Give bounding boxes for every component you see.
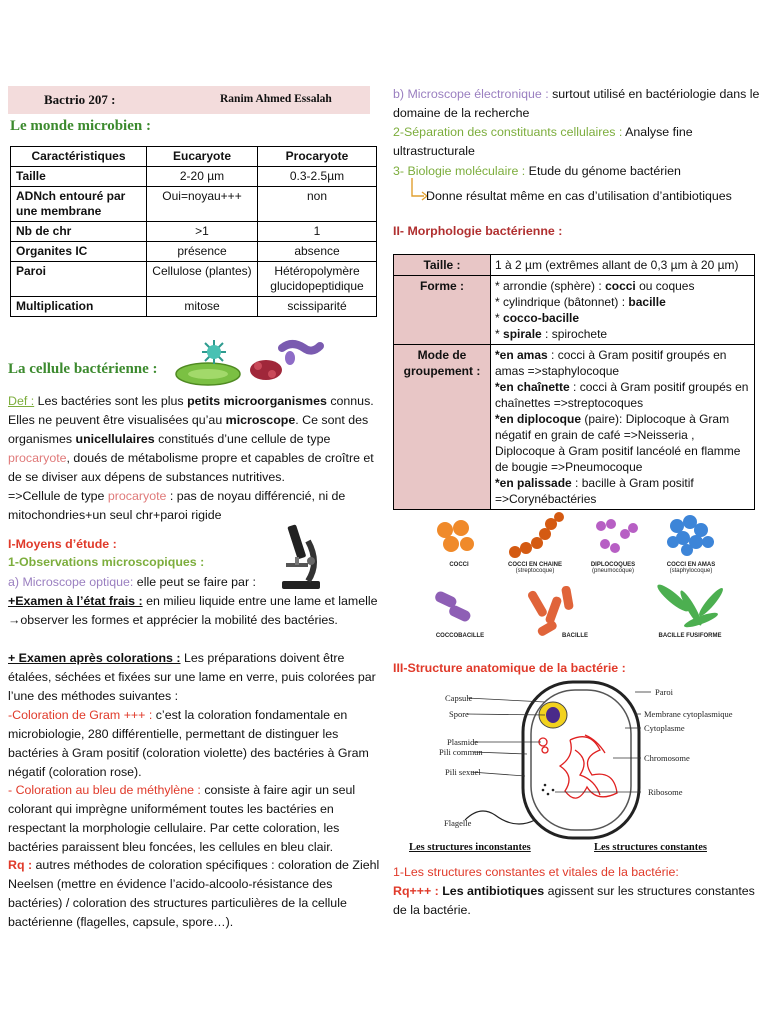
table-row	[394, 345, 755, 510]
rq-label: Rq :	[8, 858, 33, 872]
bleu-paragraph	[8, 781, 383, 857]
table-header: Eucaryote	[147, 147, 258, 167]
row-label-taille: Taille :	[394, 255, 491, 276]
table-cell: Cellulose (plantes)	[147, 262, 258, 297]
table-row	[11, 222, 377, 242]
table-cell: >1	[147, 222, 258, 242]
label-chromosome: Chromosome	[644, 753, 690, 763]
header-bar	[8, 86, 370, 114]
bacterium-structure-diagram	[395, 680, 765, 840]
diplocoques-icon	[596, 519, 638, 553]
def-text: connus. Elles ne peuvent être visualisées qu’au	[8, 394, 374, 427]
table-cell: Oui=noyau+++	[147, 187, 258, 222]
section-morphologie: II- Morphologie bactérienne :	[393, 224, 563, 238]
taille-value: 1 à 2 µm (extrêmes allant de 0,3 µm à 20 µm)	[491, 255, 755, 276]
resultat-line: Donne résultat même en cas d’utilisation d’antibiotiques	[426, 189, 732, 203]
gram-label: -Coloration de Gram +++ :	[8, 708, 153, 722]
mode-cell: *en amas : cocci à Gram positif groupés en amas =>staphylocoque *en chaînette : cocci à Gram positif groupés en chaînettes =>streptocoques *en diplocoque (paire): Diplocoque à Gram négatif en grain de café =>Neisseria , Diplocoque à Gram positif lancéolé en flamme de bougie =>Pneumocoque *en palissade : bacille à Gram positif =>Corynébactéries	[491, 345, 755, 510]
bleu-label: - Coloration au bleu de méthylène :	[8, 783, 201, 797]
streptocoque-icon	[509, 512, 564, 558]
rq2-label: Rq+++ :	[393, 884, 439, 898]
def-bold: unicellulaires	[75, 432, 155, 446]
microscope-electronique-paragraph	[393, 85, 765, 123]
table-cell: non	[258, 187, 377, 222]
def-label: Def :	[8, 394, 35, 408]
rq2-text: agissent sur les structures constantes de la bactérie.	[393, 884, 755, 917]
bio-mol-label: 3- Biologie moléculaire :	[393, 164, 526, 178]
section-structure: III-Structure anatomique de la bactérie :	[393, 661, 626, 675]
table-cell: ADNch entouré par une membrane	[11, 187, 147, 222]
def-text: constitués d’une cellule de type	[154, 432, 331, 446]
table-header-row	[11, 147, 377, 167]
separation-label: 2-Séparation des constituants cellulaires :	[393, 125, 623, 139]
course-title: Bactrio 207 :	[44, 92, 116, 107]
label-paroi: Paroi	[655, 687, 673, 697]
bio-mol-text: Etude du génome bactérien	[525, 164, 681, 178]
table-row	[11, 167, 377, 187]
table-cell: Organites IC	[11, 242, 147, 262]
bio-mol-line	[393, 162, 765, 181]
rq-antibiotiques-paragraph	[393, 882, 765, 920]
etat-frais-text: en milieu liquide entre une lame et lamelle →observer les formes et apprécier la mobilité des bactéries.	[8, 594, 378, 627]
table-cell: 0.3-2.5µm	[258, 167, 377, 187]
separation-text: Analyse fine ultrastructurale	[393, 125, 693, 158]
table-cell: Paroi	[11, 262, 147, 297]
electronique-text: surtout utilisé en bactériologie dans le domaine de la recherche	[393, 87, 760, 120]
caption-bacille: BACILLE	[562, 633, 588, 639]
def-bold: petits microorganismes	[187, 394, 327, 408]
table-row	[11, 297, 377, 317]
label-ribosome: Ribosome	[648, 787, 683, 797]
cell-type-text: =>Cellule de type	[8, 489, 108, 503]
row-label-forme: Forme :	[394, 276, 491, 345]
row-label-mode: Mode de groupement :	[394, 345, 491, 510]
etat-frais-label: +Examen à l’état frais :	[8, 594, 143, 608]
table-cell: 2-20 µm	[147, 167, 258, 187]
label-spore: Spore	[449, 709, 469, 719]
gram-text: c’est la coloration fondamentale en microbiologie, 280 différentielle, permettant de distinguer les bactéries à Gram positif (coloration violette) des bactéries à Gram négatif (coloration rose).	[8, 708, 369, 779]
table-row	[11, 242, 377, 262]
bacteria-illustration-icon	[174, 334, 324, 390]
def-text: , doués de métabolisme propre et capables de croître et de se diviser aux dépens de substances nutritives.	[8, 451, 374, 484]
microscope-optique-line	[8, 573, 383, 592]
cell-type-procaryote: procaryote	[107, 489, 167, 503]
section-constantes: 1-Les structures constantes et vitales de la bactérie:	[393, 865, 679, 879]
title-cellule-bacterienne: La cellule bactérienne :	[8, 361, 158, 377]
colorations-paragraph	[8, 649, 383, 706]
section-moyens-etude: I-Moyens d’étude :	[8, 537, 117, 551]
label-pili-sexuel: Pili sexuel	[445, 767, 481, 777]
cell-type-text: : pas de noyau différencié, ni de mitochondries+un seul chr+paroi rigide	[8, 489, 346, 522]
bacille-icon	[527, 585, 574, 637]
cocci-icon	[437, 520, 474, 552]
rq-text: autres méthodes de coloration spécifiques : coloration de Ziehl Neelsen (mettre en évidence l’acido-alcoolo-résistance des bactéries) / coloration des structures particulières de la cellule bactérienne (flagelles, capsule, spore…).	[8, 858, 380, 929]
def-procaryote: procaryote	[8, 451, 67, 465]
caption-bacille-fusiforme: BACILLE FUSIFORME	[658, 633, 722, 639]
caption-coccobacille: COCCOBACILLE	[435, 633, 485, 639]
def-text: . Ce sont des organismes	[8, 413, 369, 446]
table-cell: scissiparité	[258, 297, 377, 317]
bacterial-shapes-illustration	[425, 512, 735, 642]
table-cell: Nb de chr	[11, 222, 147, 242]
optique-text: elle peut se faire par :	[133, 575, 256, 589]
cell-type-paragraph	[8, 487, 383, 525]
label-inconstantes: Les structures inconstantes	[409, 842, 531, 853]
etat-frais-paragraph	[8, 592, 383, 630]
table-row	[11, 262, 377, 297]
optique-label: a) Microscope optique:	[8, 575, 134, 589]
label-constantes: Les structures constantes	[594, 842, 707, 853]
rq2-bold: Les antibiotiques	[438, 884, 545, 898]
label-cytoplasme: Cytoplasme	[644, 723, 685, 733]
rq-paragraph	[8, 856, 383, 932]
caption-cocci-chaine: COCCI EN CHAINE (streptocoque)	[507, 562, 562, 574]
colorations-label: + Examen après colorations :	[8, 651, 181, 665]
table-row	[11, 187, 377, 222]
table-header: Caractéristiques	[11, 147, 147, 167]
table-header: Procaryote	[258, 147, 377, 167]
caption-cocci-amas: COCCI EN AMAS (staphylocoque)	[666, 562, 716, 574]
table-row	[394, 255, 755, 276]
separation-paragraph	[393, 123, 765, 161]
def-text: Les bactéries sont les plus	[34, 394, 188, 408]
definition-paragraph	[8, 392, 383, 487]
gram-paragraph	[8, 706, 383, 782]
table-cell: Multiplication	[11, 297, 147, 317]
table-cell: Taille	[11, 167, 147, 187]
morphologie-table	[393, 254, 755, 510]
colorations-text: Les préparations doivent être étalées, séchées et fixées sur une lame en verre, puis colorées par l’une des méthodes suivantes :	[8, 651, 376, 703]
label-flagelle: Flagelle	[444, 818, 472, 828]
table-row	[394, 276, 755, 345]
author-name: Ranim Ahmed Essalah	[220, 93, 332, 105]
table-cell: présence	[147, 242, 258, 262]
label-pili-commun: Pili commun	[439, 747, 483, 757]
bleu-text: consiste à faire agir un seul colorant qui imprègne uniformément toutes les bactéries en respectant la morphologie cellulaire. Par cette coloration, les bactéries paraissent bleu foncées, les cellules en bleu clair.	[8, 783, 356, 854]
label-plasmide: Plasmide	[447, 737, 479, 747]
table-cell: mitose	[147, 297, 258, 317]
caption-cocci: COCCI	[449, 562, 469, 568]
label-membrane: Membrane cytoplasmique	[644, 709, 733, 719]
caption-diplocoques: DIPLOCOQUES (pneumocoque)	[590, 562, 636, 574]
coccobacille-icon	[433, 590, 472, 623]
forme-cell: * arrondie (sphère) : cocci ou coques * cylindrique (bâtonnet) : bacille * cocco-bacille * spirale : spirochete	[491, 276, 755, 345]
def-bold: microscope	[225, 413, 296, 427]
table-cell: absence	[258, 242, 377, 262]
title-monde-microbien: Le monde microbien :	[10, 118, 151, 134]
eucaryote-procaryote-table	[10, 146, 377, 317]
label-capsule: Capsule	[445, 693, 473, 703]
bacille-fusiforme-icon	[654, 581, 725, 630]
section-observations: 1-Observations microscopiques :	[8, 555, 205, 569]
electronique-label: b) Microscope électronique :	[393, 87, 549, 101]
staphylocoque-icon	[667, 515, 714, 556]
table-cell: Hétéropolymère glucidopeptidique	[258, 262, 377, 297]
table-cell: 1	[258, 222, 377, 242]
